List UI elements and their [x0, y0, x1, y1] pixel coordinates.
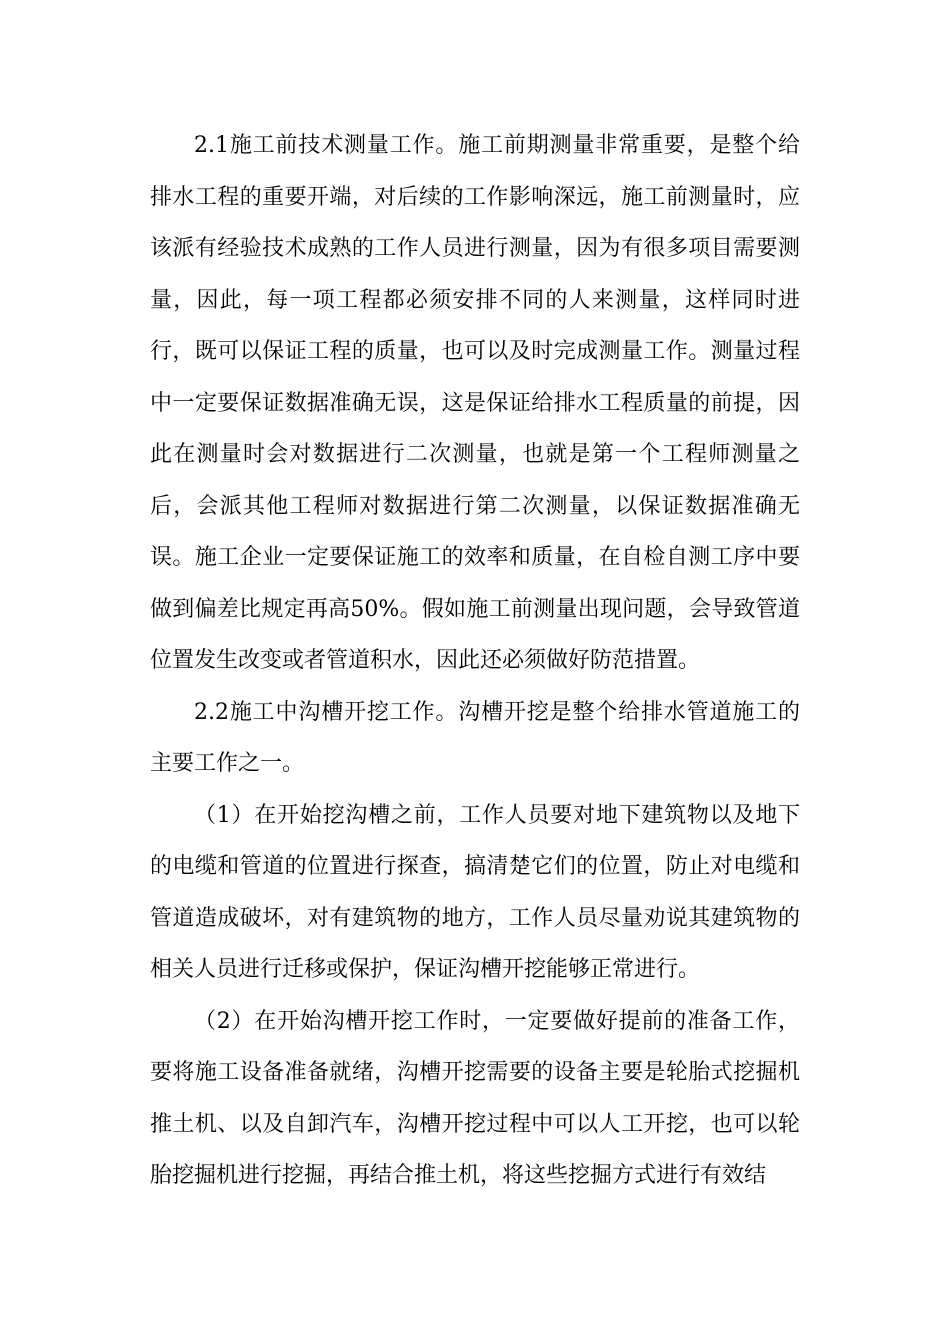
paragraph-item-2: （2）在开始沟槽开挖工作时，一定要做好提前的准备工作，要将施工设备准备就绪，沟槽开挖需要的设备主要是轮胎式挖掘机推土机、以及自卸汽车，沟槽开挖过程中可以人工开挖，也可以轮胎挖掘机进行挖掘，再结合推土机，将这些挖掘方式进行有效结	[150, 1008, 800, 1188]
paragraph-2-1: 2.1施工前技术测量工作。施工前期测量非常重要，是整个给排水工程的重要开端，对后续的工作影响深远，施工前测量时，应该派有经验技术成熟的工作人员进行测量，因为有很多项目需要测量，因此，每一项工程都必须安排不同的人来测量，这样同时进行，既可以保证工程的质量，也可以及时完成测量工作。测量过程中一定要保证数据准确无误，这是保证给排水工程质量的前提，因此在测量时会对数据进行二次测量，也就是第一个工程师测量之后，会派其他工程师对数据进行第二次测量，以保证数据准确无误。施工企业一定要保证施工的效率和质量，在自检自测工序中要做到偏差比规定再高50%。假如施工前测量出现问题，会导致管道位置发生改变或者管道积水，因此还必须做好防范措置。	[150, 133, 800, 673]
document-page	[150, 120, 800, 1202]
paragraph-item-1: （1）在开始挖沟槽之前，工作人员要对地下建筑物以及地下的电缆和管道的位置进行探查，搞清楚它们的位置，防止对电缆和管道造成破坏，对有建筑物的地方，工作人员尽量劝说其建筑物的相关人员进行迁移或保护，保证沟槽开挖能够正常进行。	[150, 802, 800, 982]
paragraph-2-2: 2.2施工中沟槽开挖工作。沟槽开挖是整个给排水管道施工的主要工作之一。	[150, 699, 800, 776]
